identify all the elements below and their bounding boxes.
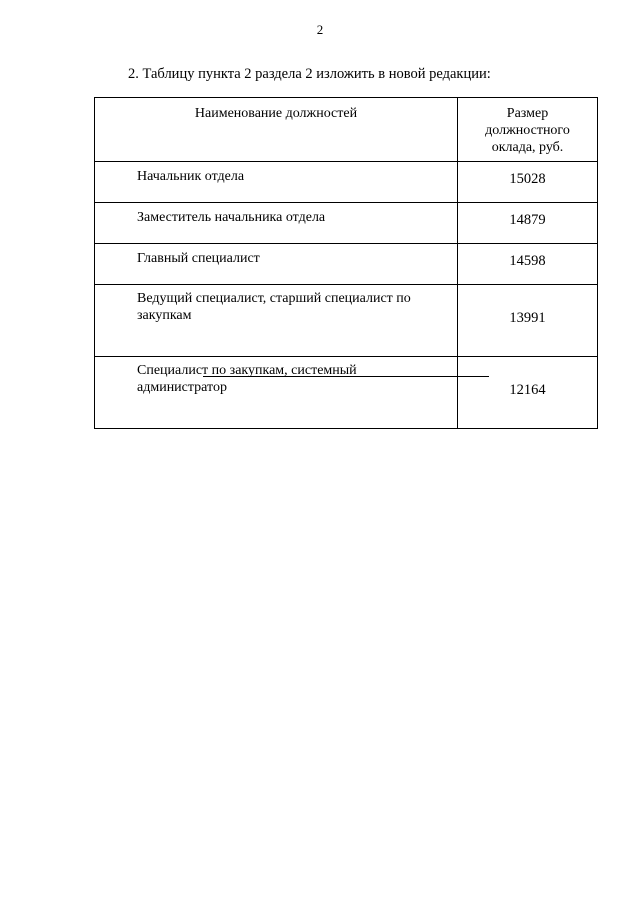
table-row bbox=[95, 203, 598, 244]
position-name: Начальник отдела bbox=[95, 162, 458, 203]
position-name bbox=[95, 285, 458, 357]
salary-header-line: Размер bbox=[506, 106, 549, 121]
salary-value: 12164 bbox=[458, 357, 598, 429]
position-column-header: Наименование должностей bbox=[95, 98, 458, 162]
salary-header-line: должностного bbox=[485, 123, 570, 138]
position-name-line: закупкам bbox=[137, 308, 192, 323]
salary-column-header bbox=[458, 98, 598, 162]
intro-paragraph: 2. Таблицу пункта 2 раздела 2 изложить в новой редакции: bbox=[128, 66, 491, 82]
salary-value bbox=[458, 244, 598, 285]
salary-value-text: 14598 bbox=[509, 253, 546, 269]
salary-value-text: 14879 bbox=[509, 212, 546, 228]
salary-value bbox=[458, 162, 598, 203]
position-name: Заместитель начальника отдела bbox=[95, 203, 458, 244]
position-name-line: Специалист по закупкам, системный bbox=[137, 363, 357, 378]
closing-separator-line bbox=[203, 365, 489, 377]
table-row bbox=[95, 285, 598, 357]
salary-header-line: оклада, руб. bbox=[491, 140, 564, 155]
salary-value: 13991 bbox=[458, 285, 598, 357]
position-name-line: Ведущий специалист, старший специалист по bbox=[137, 291, 411, 306]
salary-table bbox=[94, 97, 598, 429]
position-name-line: администратор bbox=[137, 380, 227, 395]
salary-value bbox=[458, 203, 598, 244]
page-number: 2 bbox=[316, 22, 324, 37]
position-name: Главный специалист bbox=[95, 244, 458, 285]
table-row bbox=[95, 244, 598, 285]
table-header-row bbox=[95, 98, 598, 162]
salary-value-text: 15028 bbox=[509, 171, 546, 187]
table-row bbox=[95, 162, 598, 203]
